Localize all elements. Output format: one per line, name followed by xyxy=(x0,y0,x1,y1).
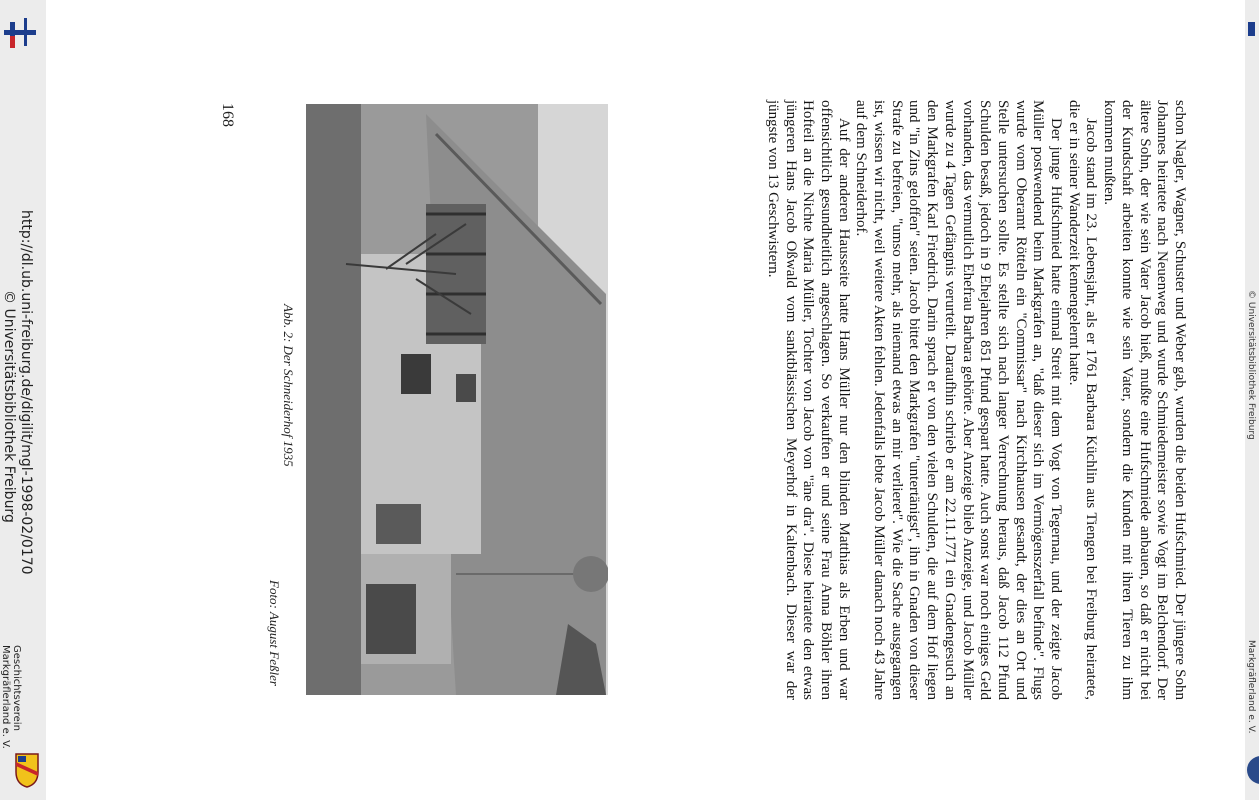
farmhouse-photo-drawing xyxy=(306,104,608,695)
paragraph-3: Der junge Hufschmied hatte einmal Streit mit dem Vogt von Tegernau, und der zeigte Jacob Müller postwendend beim Markgrafen an, "daß dieser sich im Vermögenszerfall befinde". Flugs wurde vom Oberamt Rötteln ein "Commissar" nach Kirchhausen gesandt, der dies an Ort und Stelle untersuchen sollte. Es stellte sich nach langer Verrechnung heraus, daß Jacob 112 Pfund Schulden besaß, jedoch in 9 Ehejahren 851 Pfund gespart hatte. Auch sonst war noch einiges Geld vorhanden, das vermutlich Ehefrau Barbara gehörte. Aber Anzeige blieb Anzeige, und Jacob Müller wurde zu 4 Tagen Gefängnis verurteilt. Daraufhin schrieb er am 22.11.1771 ein Gnadengesuch an den Markgrafen Karl Friedrich. Darin sprach er von den vielen Schulden, die auf dem Hof liegen und "in Zins geloffen" seien. Jacob bittet den Markgrafen "untertänigst", ihn in Gnaden von dieser Strafe zu befreien, "umso mehr, als niemand etwas an mir verlieret". Wie die Sache ausgegangen ist, wissen wir nicht, weil weitere Akten fehlen. Jedenfalls lebte Jacob Müller danach noch 43 Jahre auf dem Schneiderhof. xyxy=(853,100,1065,700)
university-logo-icon[interactable] xyxy=(4,14,36,50)
paragraph-2: Jacob stand im 23. Lebensjahr, als er 1761 Barbara Küchlin aus Tiengen bei Freiburg heiratete, die er in seiner Wanderzeit kennengelernt hatte. xyxy=(1065,100,1100,700)
left-sidebar xyxy=(0,0,46,800)
farmhouse-photo xyxy=(306,104,608,695)
right-society-fragment: Markgräflerland e. V. xyxy=(1246,640,1256,734)
right-sidebar xyxy=(1245,0,1259,800)
crest-fragment-icon xyxy=(1247,756,1259,784)
coat-of-arms-icon xyxy=(14,752,40,788)
paragraph-1: schon Nagler, Wagner, Schuster und Weber gab, wurden die beiden Hufschmied. Der jüngere Sohn Johannes heiratete nach Neuenweg und wurde Schmiedemeister sowie Vogt im Belchendorf. Der ältere Sohn, der wie sein Vater Jacob hieß, mußte eine Hufschmiede anbauen, so daß er nicht bei der Kundschaft arbeiten konnte wie sein Vater, sondern die Kunden mit ihren Tieren zu ihm kommen mußten. xyxy=(1101,100,1188,700)
society-name xyxy=(0,645,22,749)
paragraph-4: Auf der anderen Hausseite hatte Hans Müller nur den blinden Matthias als Erben und war offensichtlich gesundheitlich angeschlagen. So verkauften er und seine Frau Anna Böhler ihren Hofteil an die Nichte Maria Müller, Tochter von Jacob von "äne dra". Diese heiratete den etwas jüngeren Hans Jacob Oßwald vom sanktblässischen Meyerhof in Kaltenbach. Dieser war der jüngste von 13 Geschwistern. xyxy=(764,100,852,700)
page-number: 168 xyxy=(219,103,236,127)
next-page-logo-icon[interactable] xyxy=(1248,22,1255,36)
right-copyright-fragment: © Universitätsbibliothek Freiburg xyxy=(1246,290,1256,440)
society-name-line-2: Markgräflerland e. V. xyxy=(0,645,11,749)
source-url[interactable]: http://dl.ub.uni-freiburg.de/digilit/mgl-1998-02/0170 xyxy=(18,210,34,575)
document-page xyxy=(46,0,1245,800)
figure-caption: Abb. 2: Der Schneiderhof 1935 xyxy=(281,304,296,467)
body-text xyxy=(763,100,1188,700)
photo-credit: Foto: August Feßler xyxy=(267,580,282,686)
society-name-line-1: Geschichtsverein xyxy=(11,645,22,731)
copyright-notice: © Universitätsbibliothek Freiburg xyxy=(1,290,17,523)
